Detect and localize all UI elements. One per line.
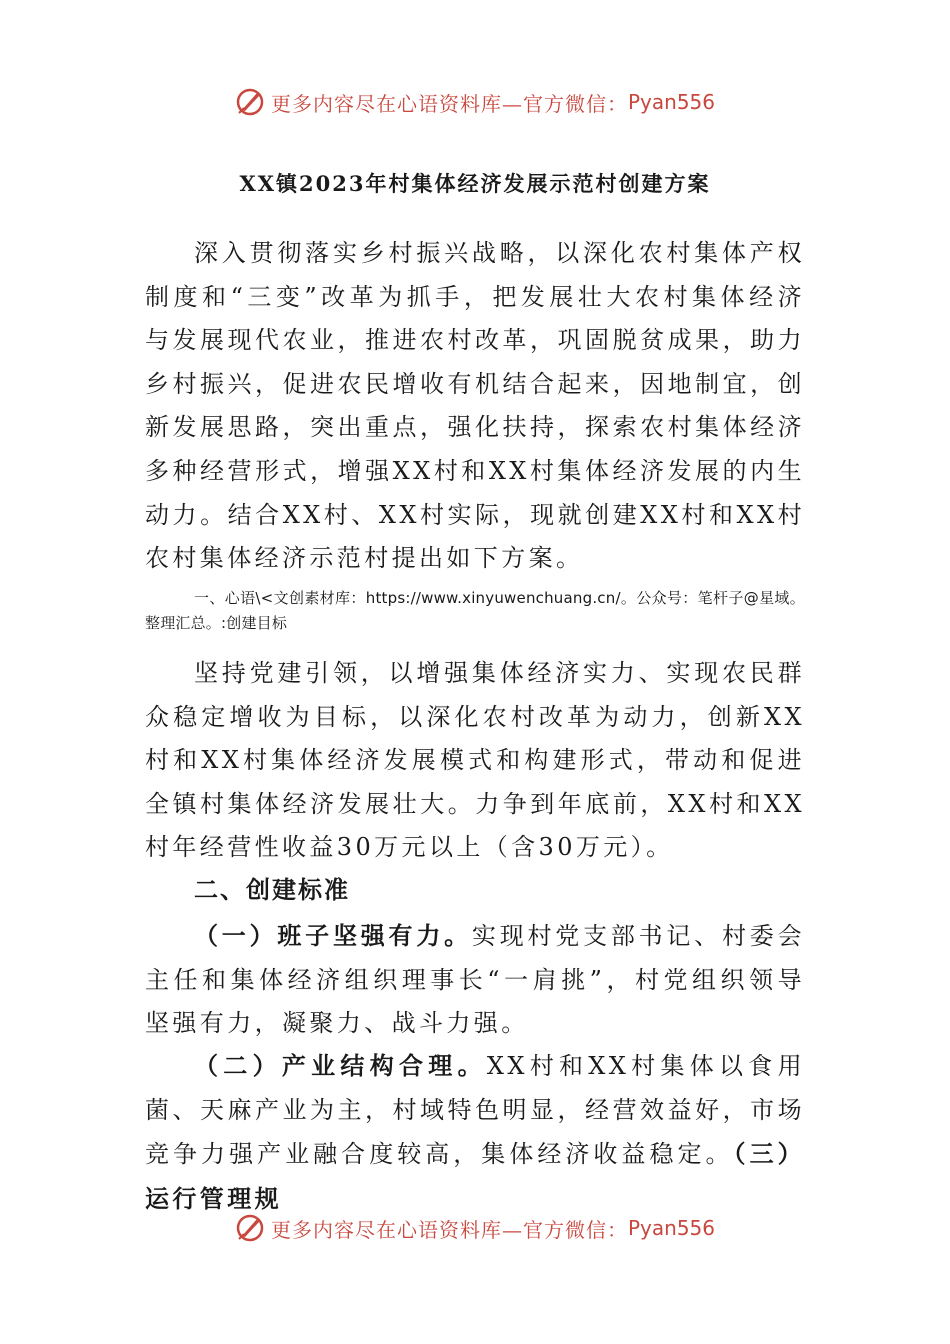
section-1-heading: 一、心语\<文创素材库：https://www.xinyuwenchuang.cn/。公众号：笔杆子@星域。整理汇总。:创建目标 [145, 589, 805, 632]
item-3-title: （三）运行管理规 [145, 1139, 805, 1213]
watermark-footer [0, 1208, 950, 1248]
quill-logo-icon [235, 1213, 265, 1243]
item-2-body: XX村和XX村集体以食用菌、天麻产业为主，村域特色明显，经营效益好，市场竞争力强产业融合度较高，集体经济收益稳定。 [145, 1052, 805, 1169]
item-1-paragraph [145, 914, 805, 1046]
watermark-wechat-id: Pyan556 [627, 1216, 715, 1240]
intro-paragraph: 深入贯彻落实乡村振兴战略，以深化农村集体产权制度和“三变”改革为抓手，把发展壮大农村集体经济与发展现代农业，推进农村改革，巩固脱贫成果，助力乡村振兴，促进农民增收有机结合起来，因地制宜，创新发展思路，突出重点，强化扶持，探索农村集体经济多种经营形式，增强XX村和XX村集体经济发展的内生动力。结合XX村、XX村实际，现就创建XX村和XX村农村集体经济示范村提出如下方案。 [145, 239, 805, 573]
item-2-title: （二）产业结构合理。 [194, 1051, 487, 1080]
document-title: XX镇2023年村集体经济发展示范村创建方案 [239, 171, 711, 196]
section-2-heading: 二、创建标准 [194, 875, 350, 904]
watermark-text: 更多内容尽在心语资料库—官方微信： [270, 91, 628, 116]
item-1-title: （一）班子坚强有力。 [194, 921, 472, 950]
watermark-text: 更多内容尽在心语资料库—官方微信： [270, 1217, 628, 1242]
item-1-body: 实现村党支部书记、村委会主任和集体经济组织理事长“一肩挑”，村党组织领导坚强有力，凝聚力、战斗力强。 [145, 922, 805, 1038]
item-2-paragraph [145, 1044, 805, 1221]
quill-logo-icon [235, 87, 265, 117]
watermark-header [0, 82, 950, 122]
section-1-body: 坚持党建引领，以增强集体经济实力、实现农民群众稳定增收为目标，以深化农村改革为动力，创新XX村和XX村集体经济发展模式和构建形式，带动和促进全镇村集体经济发展壮大。力争到年底前，XX村和XX村年经营性收益30万元以上（含30万元）。 [145, 659, 805, 862]
watermark-wechat-id: Pyan556 [627, 90, 715, 114]
